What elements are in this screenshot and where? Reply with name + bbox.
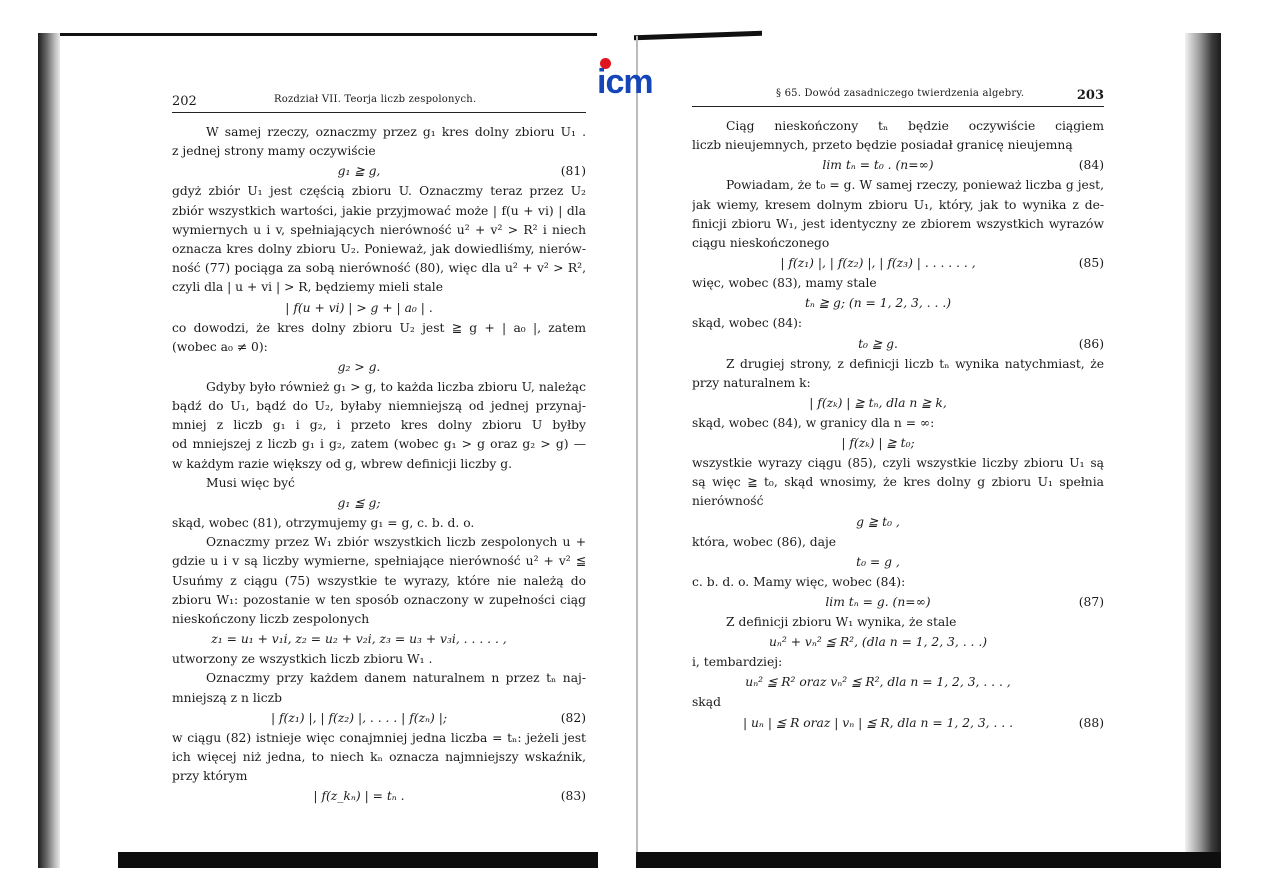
text-line: W samej rzeczy, oznaczmy przez g₁ kres dolny zbioru U₁ . [206, 125, 586, 139]
page-number: 202 [172, 94, 197, 109]
equation-line [692, 393, 1104, 414]
text-line: gdyż zbiór U₁ jest częścią zbioru U. Oznaczmy teraz przez U₂ [172, 184, 586, 199]
text-line: skąd, wobec (84), w granicy dla n = ∞: [692, 415, 935, 430]
equation-line [172, 629, 586, 650]
running-title: Rozdział VII. Teorja liczb zespolonych. [274, 94, 477, 105]
equation-number: (87) [1078, 595, 1104, 609]
equation-formula: g₁ ≧ g, [337, 164, 381, 179]
left-bottom-border [118, 852, 598, 868]
text-line: przy którym [172, 769, 248, 784]
equation-line [172, 786, 586, 807]
right-bottom-border [636, 852, 1221, 868]
page-number: 203 [1076, 88, 1104, 103]
text-line: mniejszą z n liczb [172, 690, 282, 705]
equation-formula: | f(u + vi) | > g + | a₀ | . [285, 300, 433, 315]
text-line: Usuńmy z ciągu (75) wszystkie te wyrazy, które nie należą do [172, 573, 586, 588]
equation-number: (82) [560, 710, 586, 725]
equation-number: (85) [1078, 256, 1104, 271]
equation-formula: | f(zₖ) | ≧ t₀; [841, 436, 915, 451]
equation-line [172, 161, 586, 182]
page-header [172, 92, 586, 113]
equation-line [172, 493, 586, 514]
text-line: mniej z liczb g₁ i g₂, i przeto kres dolny zbioru U byłby [172, 418, 586, 433]
text-line: od mniejszej z liczb g₁ i g₂, zatem (wobec g₁ > g oraz g₂ > g) — [172, 437, 586, 452]
equation-line [172, 357, 586, 378]
equation-formula: lim tₙ = t₀ . (n=∞) [822, 158, 934, 173]
equation-number: (83) [560, 789, 586, 804]
equation-formula: g₂ > g. [337, 359, 381, 374]
text-line: Oznaczmy przy każdem danem naturalnem n przez tₙ naj- [206, 671, 586, 686]
text-line: oznacza kres dolny zbioru U₂. Ponieważ, jak dowiedliśmy, nierów- [172, 241, 586, 256]
equation-formula: | f(zₖ) | ≧ tₙ, dla n ≧ k, [809, 395, 947, 410]
text-line: nieskończony liczb zespolonych [172, 611, 370, 626]
equation-formula: | uₙ | ≦ R oraz | vₙ | ≦ R, dla n = 1, 2, 3, . . . [742, 715, 1014, 730]
equation-formula: lim tₙ = g. (n=∞) [825, 595, 931, 609]
text-line: więc, wobec (83), mamy stale [692, 276, 877, 291]
text-line: Ciąg nieskończony tₙ będzie oczywiście ciągiem [726, 119, 1104, 133]
text-line: ność (77) pociąga za sobą nierówność (80), więc dla u² + v² > R², [172, 261, 586, 276]
equation-line [692, 334, 1104, 355]
equation-line [172, 298, 586, 319]
text-line: utworzony ze wszystkich liczb zbioru W₁ . [172, 652, 433, 667]
running-title: § 65. Dowód zasadniczego twierdzenia algebry. [776, 88, 1025, 99]
equation-line [692, 592, 1104, 613]
logo-text: icm [597, 63, 653, 101]
text-line: skąd, wobec (84): [692, 316, 803, 331]
equation-line [692, 433, 1104, 454]
equation-formula: | f(z₁) |, | f(z₂) |, . . . . | f(zₙ) |; [270, 710, 448, 725]
equation-number: (88) [1078, 715, 1104, 730]
page-203 [692, 86, 1104, 734]
text-line: skąd, wobec (81), otrzymujemy g₁ = g, c. b. d. o. [172, 516, 475, 530]
equation-formula: z₁ = u₁ + v₁i, z₂ = u₂ + v₂i, z₃ = u₃ + v₃i, . . . . . , [211, 632, 507, 647]
equation-line [172, 708, 586, 729]
text-line: finicji zbioru W₁, jest identyczny ze zbiorem wszystkich wyrazów [692, 216, 1104, 231]
text-line: z jednej strony mamy oczywiście [172, 144, 376, 159]
equation-number: (84) [1078, 158, 1104, 173]
text-line: w ciągu (82) istnieje więc conajmniej jedna liczba = tₙ: jeżeli jest [172, 730, 586, 745]
text-line: skąd [692, 695, 721, 710]
equation-formula: uₙ² ≦ R² oraz vₙ² ≦ R², dla n = 1, 2, 3, . . . , [745, 675, 1011, 690]
text-line: co dowodzi, że kres dolny zbioru U₂ jest ≧ g + | a₀ |, zatem [172, 320, 586, 335]
left-page-edge [38, 33, 60, 868]
equation-line [692, 672, 1104, 693]
right-page-edge [1185, 33, 1221, 868]
equation-formula: | f(z₁) |, | f(z₂) |, | f(z₃) | . . . . . . , [780, 256, 976, 271]
book-gutter [636, 36, 638, 856]
text-line: zbiór wszystkich wartości, jakie przyjmować może | f(u + vi) | dla [172, 203, 586, 218]
equation-formula: t₀ ≧ g. [858, 336, 898, 351]
text-line: ich więcej niż jedna, to niech kₙ oznacza najmniejszy wskaźnik, [172, 749, 586, 764]
page-header [692, 86, 1104, 107]
text-line: c. b. d. o. Mamy więc, wobec (84): [692, 574, 906, 589]
equation-line [692, 632, 1104, 653]
icm-logo [597, 58, 665, 100]
equation-formula: tₙ ≧ g; (n = 1, 2, 3, . . .) [804, 296, 952, 311]
equation-line [692, 512, 1104, 533]
equation-line [692, 713, 1104, 734]
equation-formula: uₙ² + vₙ² ≦ R², (dla n = 1, 2, 3, . . .) [768, 635, 988, 650]
equation-number: (81) [560, 164, 586, 179]
text-line: wszystkie wyrazy ciągu (85), czyli wszystkie liczby zbioru U₁ są [692, 456, 1104, 471]
equation-formula: | f(z_kₙ) | = tₙ . [313, 789, 405, 804]
text-line: bądź do U₁, bądź do U₂, byłaby niemniejszą od jednej przynaj- [172, 399, 586, 414]
text-line: wymiernych u i v, spełniających nierówność u² + v² > R² i niech [172, 222, 586, 237]
left-top-border [60, 33, 597, 36]
text-line: przy naturalnem k: [692, 375, 811, 390]
equation-line [692, 552, 1104, 573]
text-line: czyli dla | u + vi | > R, będziemy mieli stale [172, 280, 444, 295]
text-line: i, tembardziej: [692, 655, 783, 670]
text-line: która, wobec (86), daje [692, 534, 837, 549]
equation-formula: g ≧ t₀ , [856, 514, 900, 529]
text-line: Z drugiej strony, z definicji liczb tₙ wynika natychmiast, że [726, 356, 1104, 371]
equation-formula: t₀ = g , [856, 554, 900, 569]
text-line: Musi więc być [206, 475, 295, 490]
text-line: w każdym razie większy od g, wbrew definicji liczby g. [172, 456, 513, 471]
equation-line [692, 253, 1104, 274]
page-202 [172, 92, 586, 807]
text-line: liczb nieujemnych, przeto będzie posiadał granicę nieujemną [692, 138, 1073, 153]
page-body [692, 117, 1104, 734]
equation-number: (86) [1078, 336, 1104, 351]
text-line: jak wiemy, kresem dolnym zbioru U₁, który, jak to wynika z de- [692, 197, 1104, 212]
text-line: gdzie u i v są liczby wymierne, spełniające nierówność u² + v² ≦ [172, 554, 586, 569]
equation-line [692, 155, 1104, 176]
text-line: ciągu nieskończonego [692, 235, 830, 250]
equation-line [692, 293, 1104, 314]
text-line: (wobec a₀ ≠ 0): [172, 339, 268, 354]
text-line: Oznaczmy przez W₁ zbiór wszystkich liczb zespolonych u + [206, 535, 586, 550]
text-line: Z definicji zbioru W₁ wynika, że stale [726, 615, 957, 629]
right-top-border [634, 31, 762, 40]
text-line: Powiadam, że t₀ = g. W samej rzeczy, ponieważ liczba g jest, [726, 178, 1104, 193]
text-line: zbioru W₁: pozostanie w ten sposób oznaczony w zupełności ciąg [172, 592, 586, 607]
text-line: nierówność [692, 494, 764, 509]
text-line: Gdyby było również g₁ > g, to każda liczba zbioru U, należąc [206, 379, 586, 394]
equation-formula: g₁ ≦ g; [337, 496, 381, 510]
page-body [172, 123, 586, 807]
text-line: są więc ≧ t₀, skąd wnosimy, że kres dolny g zbioru U₁ spełnia [692, 475, 1104, 490]
